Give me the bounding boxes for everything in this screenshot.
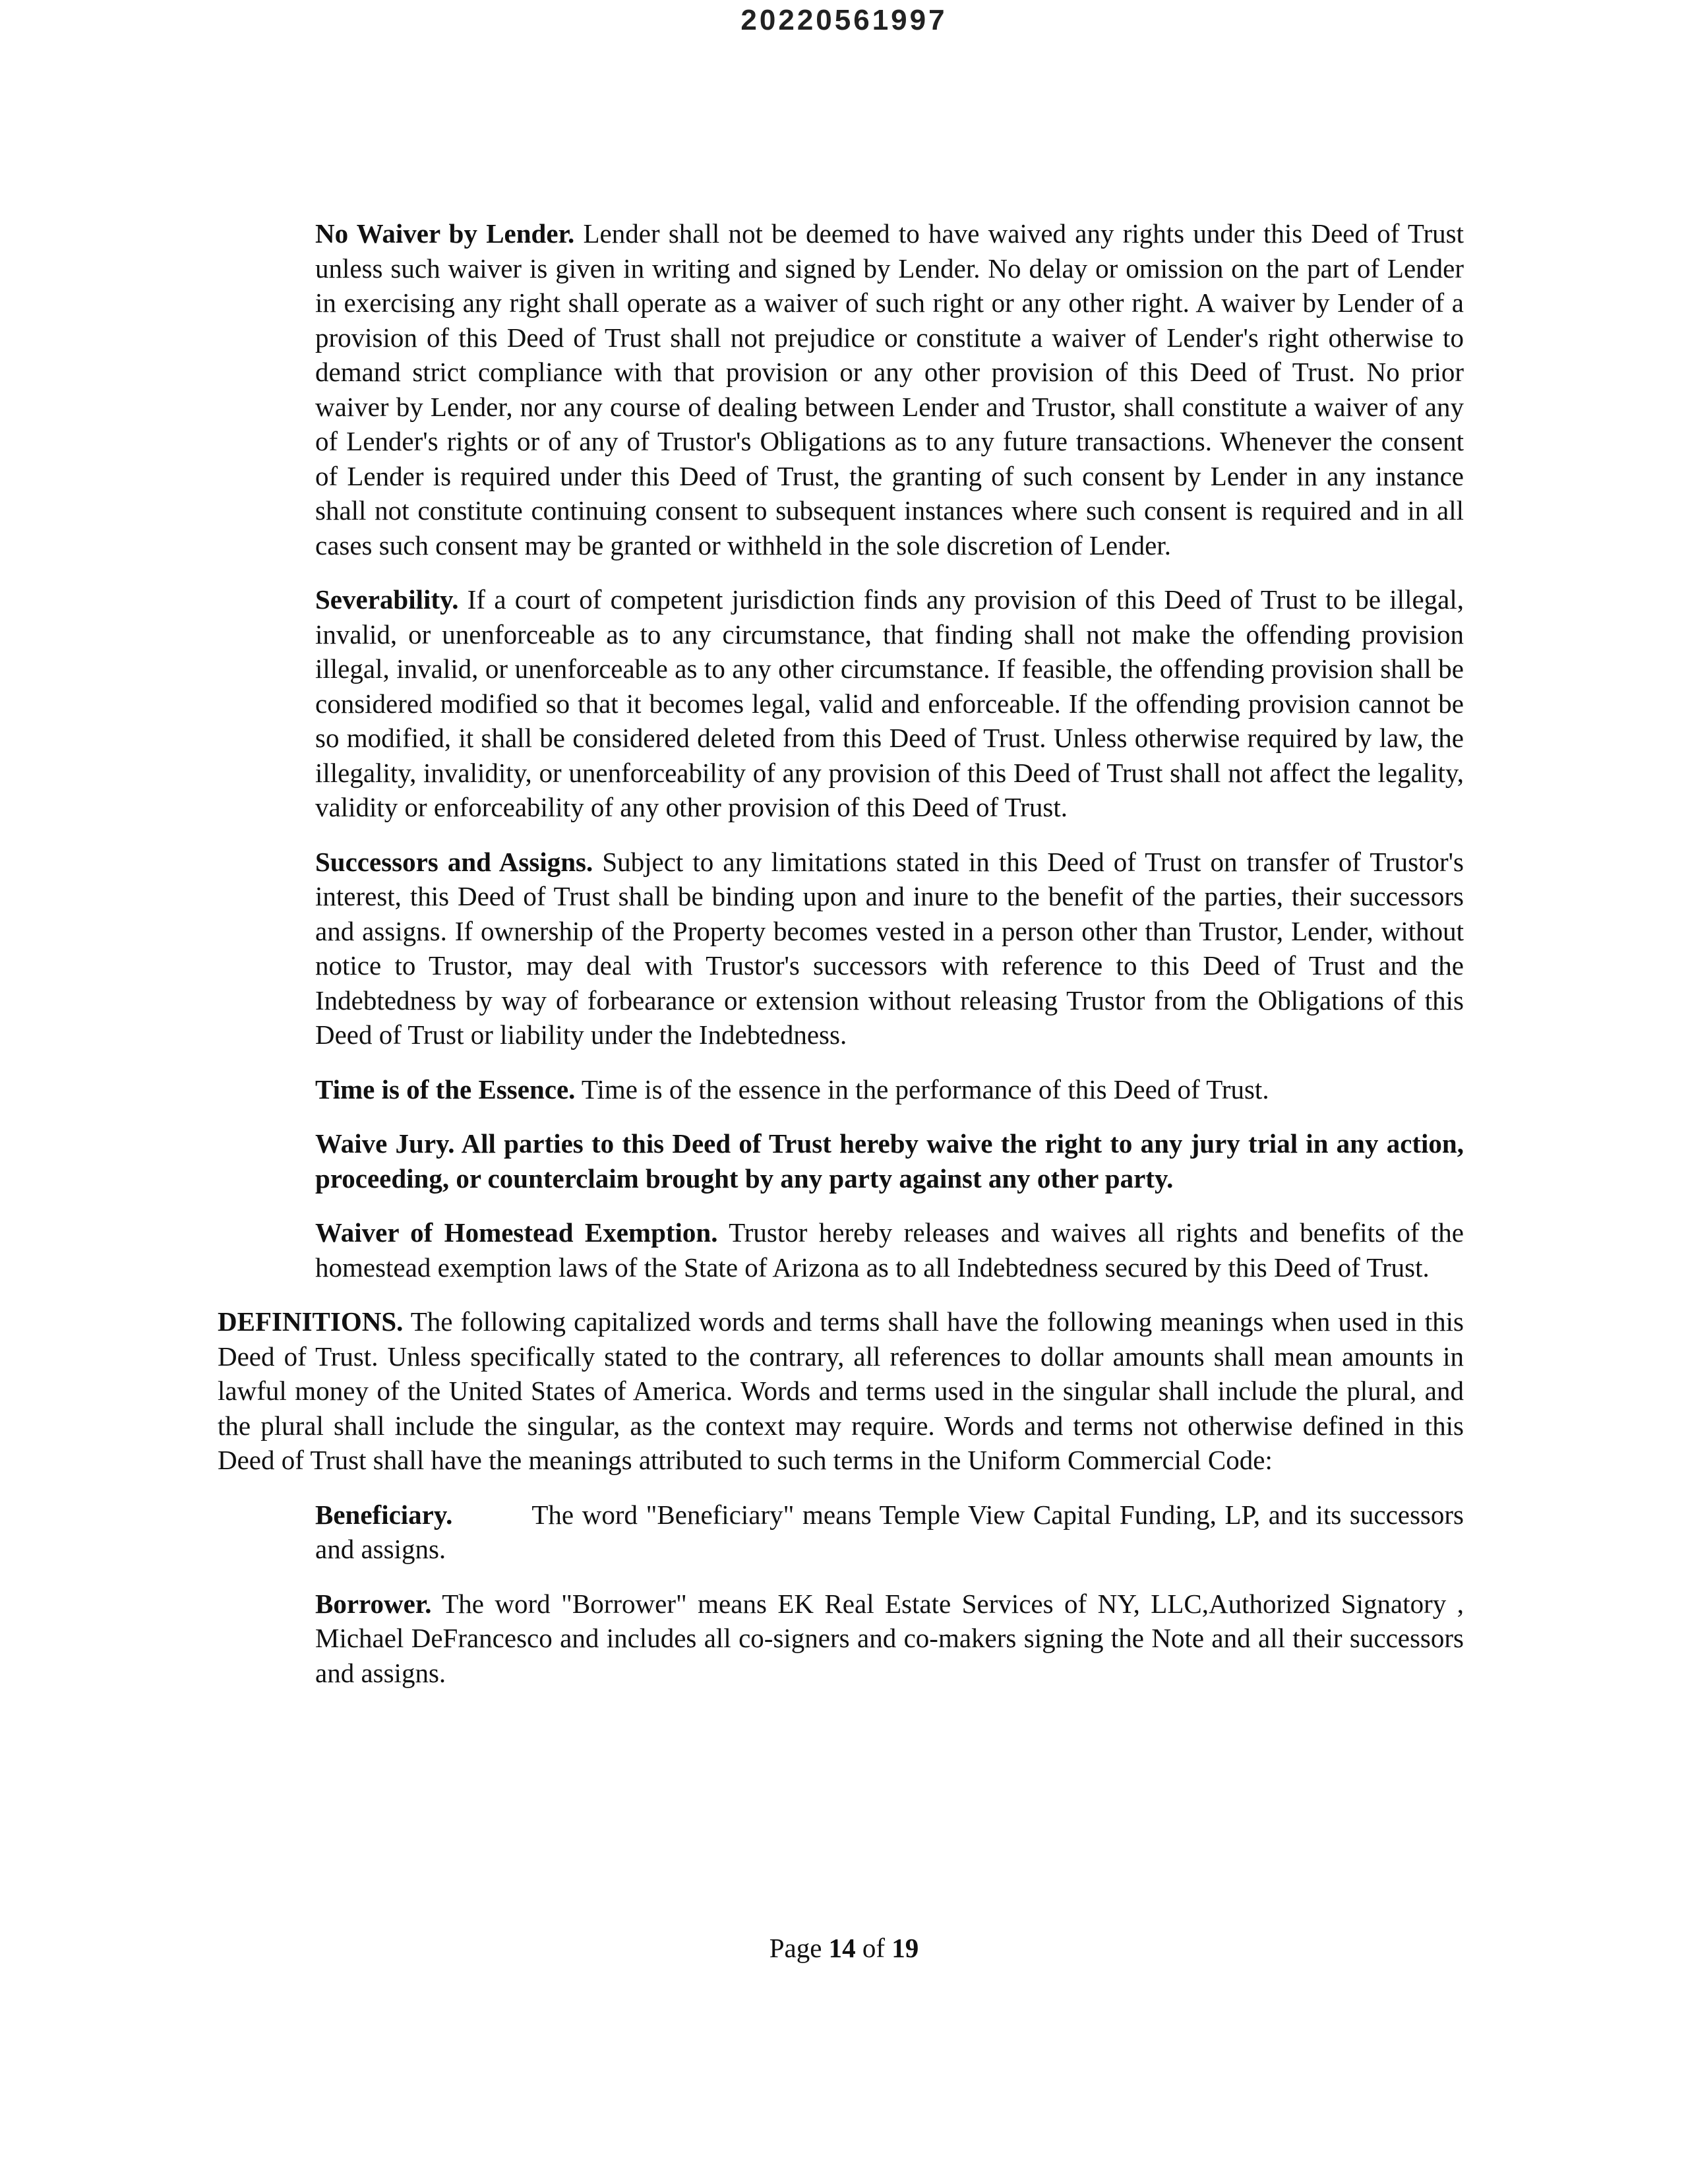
page-label: Page <box>769 1933 822 1963</box>
section-heading: Waive Jury. <box>315 1128 455 1159</box>
section-text: Lender shall not be deemed to have waived any rights under this Deed of Trust unless such waiver is given in writing and signed by Lender. No delay or omission on the part of Lender in exercising any right shall operate as a waiver of such right or any other right. A waiver by Lender of a provision of this Deed of Trust shall not prejudice or constitute a waiver of Lender's right otherwise to demand strict compliance with that provision or any other provision of this Deed of Trust. No prior waiver by Lender, nor any course of dealing between Lender and Trustor, shall constitute a waiver of any of Lender's rights or of any of Trustor's Obligations as to any future transactions. Whenever the consent of Lender is required under this Deed of Trust, the granting of such consent by Lender in any instance shall not constitute continuing consent to subsequent instances where such consent is required and in all cases such consent may be granted or withheld in the sole discretion of Lender. <box>315 218 1464 561</box>
section-heading: Severability. <box>315 584 459 615</box>
section-text: Time is of the essence in the performance of this Deed of Trust. <box>575 1074 1269 1105</box>
definition-text: The word "Borrower" means EK Real Estate Services of NY, LLC,Authorized Signatory , Michael DeFrancesco and includes all co-signers and co-makers signing the Note and all their successors and assigns. <box>315 1588 1464 1688</box>
definition-term: Beneficiary. <box>315 1499 453 1530</box>
definition-beneficiary <box>315 1498 1464 1567</box>
section-successors-assigns <box>315 845 1464 1052</box>
section-heading: Successors and Assigns. <box>315 846 593 877</box>
section-heading: DEFINITIONS. <box>218 1306 404 1337</box>
section-text: If a court of competent jurisdiction finds any provision of this Deed of Trust to be illegal, invalid, or unenforceable as to any circumstance, that finding shall not make the offending provision illegal, invalid, or unenforceable as to any other circumstance. If feasible, the offending provision shall be considered modified so that it becomes legal, valid and enforceable. If the offending provision cannot be so modified, it shall be considered deleted from this Deed of Trust. Unless otherwise required by law, the illegality, invalidity, or unenforceability of any provision of this Deed of Trust shall not affect the legality, validity or enforceability of any other provision of this Deed of Trust. <box>315 584 1464 822</box>
page-current: 14 <box>828 1933 856 1963</box>
section-heading: Waiver of Homestead Exemption. <box>315 1217 718 1248</box>
document-body <box>218 216 1464 1710</box>
section-text: Trustor hereby releases and waives all rights and benefits of the homestead exemption laws of the State of Arizona as to all Indebtedness secured by this Deed of Trust. <box>315 1217 1464 1283</box>
section-no-waiver <box>315 216 1464 562</box>
page-footer <box>0 1932 1688 1964</box>
section-time-essence <box>315 1072 1464 1107</box>
definition-term: Borrower. <box>315 1588 432 1619</box>
page-of: of <box>862 1933 886 1963</box>
section-heading: Time is of the Essence. <box>315 1074 576 1105</box>
definition-borrower <box>315 1587 1464 1691</box>
section-homestead-exemption <box>315 1215 1464 1285</box>
section-severability <box>315 582 1464 825</box>
section-waive-jury <box>315 1126 1464 1196</box>
section-text: Subject to any limitations stated in this Deed of Trust on transfer of Trustor's interest, this Deed of Trust shall be binding upon and inure to the benefit of the parties, their successors and assigns. If ownership of the Property becomes vested in a person other than Trustor, Lender, without notice to Trustor, may deal with Trustor's successors with reference to this Deed of Trust and the Indebtedness by way of forbearance or extension without releasing Trustor from the Obligations of this Deed of Trust or liability under the Indebtedness. <box>315 846 1464 1050</box>
section-text: All parties to this Deed of Trust hereby waive the right to any jury trial in any action, proceeding, or counterclaim brought by any party against any other party. <box>315 1128 1464 1194</box>
section-heading: No Waiver by Lender. <box>315 218 575 249</box>
definition-text: The word "Beneficiary" means Temple View Capital Funding, LP, and its successors and assigns. <box>315 1499 1464 1564</box>
section-text: The following capitalized words and terms shall have the following meanings when used in this Deed of Trust. Unless specifically stated to the contrary, all references to dollar amounts shall mean amounts in lawful money of the United States of America. Words and terms used in the singular shall include the plural, and the plural shall include the singular, as the context may require. Words and terms not otherwise defined in this Deed of Trust shall have the meanings attributed to such terms in the Uniform Commercial Code: <box>218 1306 1464 1475</box>
section-definitions <box>218 1304 1464 1478</box>
page-total: 19 <box>891 1933 919 1963</box>
document-number: 20220561997 <box>740 4 948 36</box>
